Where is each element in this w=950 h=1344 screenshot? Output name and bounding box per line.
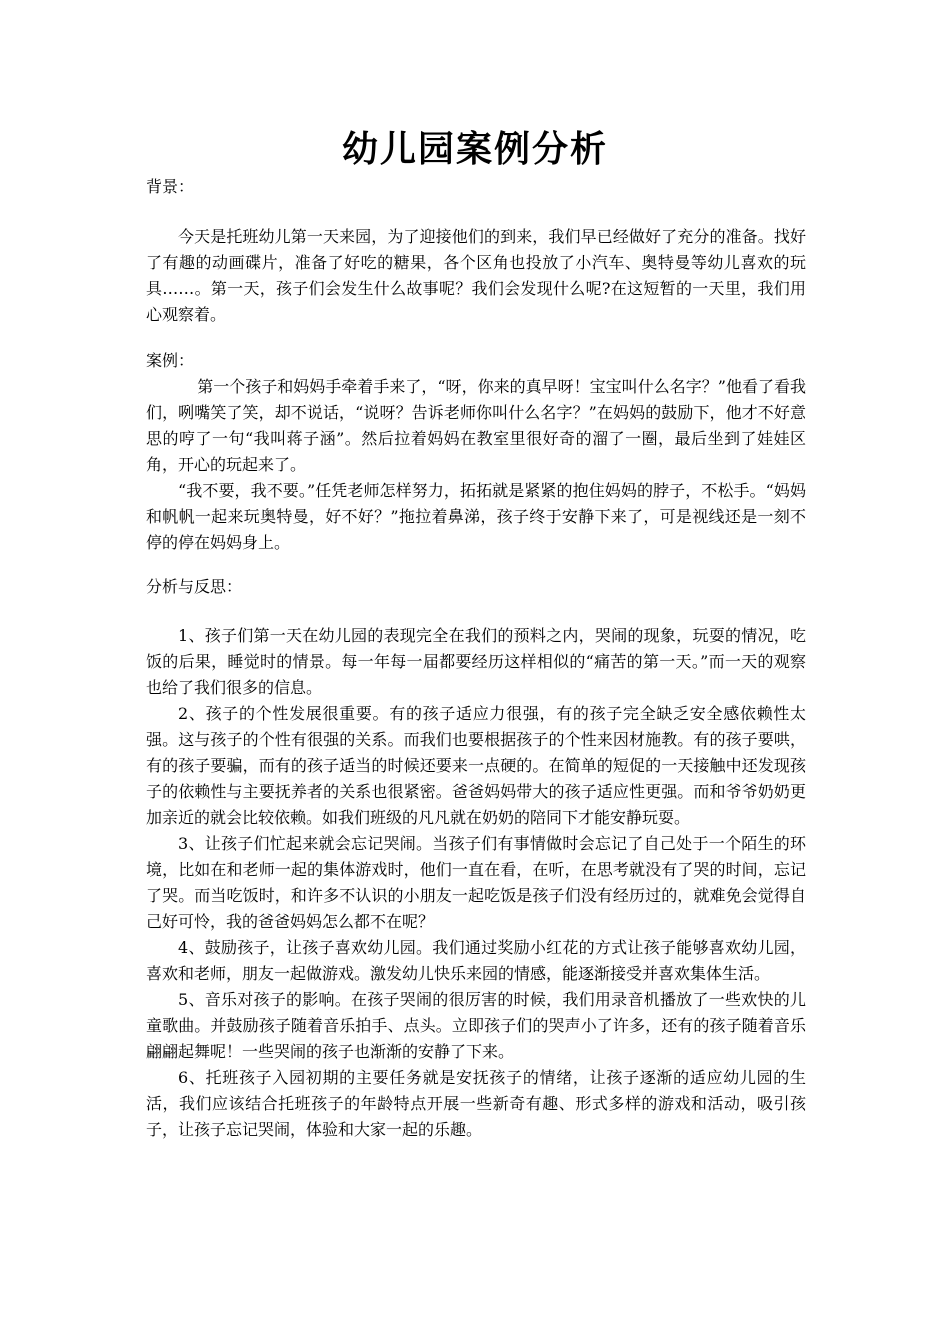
case-section — [146, 374, 806, 556]
analysis-paragraph: 4、鼓励孩子，让孩子喜欢幼儿园。我们通过奖励小红花的方式让孩子能够喜欢幼儿园，喜欢和老师，朋友一起做游戏。激发幼儿快乐来园的情感，能逐渐接受并喜欢集体生活。 — [146, 938, 806, 983]
analysis-paragraph: 5、音乐对孩子的影响。在孩子哭闹的很厉害的时候，我们用录音机播放了一些欢快的儿童歌曲。并鼓励孩子随着音乐拍手、点头。立即孩子们的哭声小了许多，还有的孩子随着音乐翩翩起舞呢！一些哭闹的孩子也渐渐的安静了下来。 — [146, 990, 806, 1061]
analysis-section — [146, 623, 806, 1143]
analysis-paragraph: 6、托班孩子入园初期的主要任务就是安抚孩子的情绪，让孩子逐渐的适应幼儿园的生活，我们应该结合托班孩子的年龄特点开展一些新奇有趣、形式多样的游戏和活动，吸引孩子，让孩子忘记哭闹，体验和大家一起的乐趣。 — [146, 1068, 806, 1139]
background-paragraph: 今天是托班幼儿第一天来园，为了迎接他们的到来，我们早已经做好了充分的准备。找好了有趣的动画碟片，准备了好吃的糖果，各个区角也投放了小汽车、奥特曼等幼儿喜欢的玩具……。第一天，孩子们会发生什么故事呢？我们会发现什么呢?在这短暂的一天里，我们用心观察着。 — [146, 227, 806, 324]
analysis-paragraph: 2、孩子的个性发展很重要。有的孩子适应力很强，有的孩子完全缺乏安全感依赖性太强。这与孩子的个性有很强的关系。而我们也要根据孩子的个性来因材施教。有的孩子要哄，有的孩子要骗，而有的孩子适当的时候还要来一点硬的。在简单的短促的一天接触中还发现孩子的依赖性与主要抚养者的关系也很紧密。爸爸妈妈带大的孩子适应性更强。而和爷爷奶奶更加亲近的就会比较依赖。如我们班级的凡凡就在奶奶的陪同下才能安静玩耍。 — [146, 704, 806, 827]
case-paragraph: 第一个孩子和妈妈手牵着手来了，“呀，你来的真早呀！宝宝叫什么名字？”他看了看我们，咧嘴笑了笑，却不说话，“说呀？告诉老师你叫什么名字？”在妈妈的鼓励下，他才不好意思的哼了一句“我叫蒋子涵”。然后拉着妈妈在教室里很好奇的溜了一圈，最后坐到了娃娃区角，开心的玩起来了。 — [146, 377, 806, 474]
case-heading: 案例： — [146, 351, 195, 370]
analysis-paragraph: 3、让孩子们忙起来就会忘记哭闹。当孩子们有事情做时会忘记了自己处于一个陌生的环境，比如在和老师一起的集体游戏时，他们一直在看，在听，在思考就没有了哭的时间，忘记了哭。而当吃饭时，和许多不认识的小朋友一起吃饭是孩子们没有经历过的，就难免会觉得自己好可怜，我的爸爸妈妈怎么都不在呢？ — [146, 834, 806, 931]
case-paragraph: “我不要，我不要。”任凭老师怎样努力，拓拓就是紧紧的抱住妈妈的脖子，不松手。“妈妈和帆帆一起来玩奥特曼，好不好？”拖拉着鼻涕，孩子终于安静下来了，可是视线还是一刻不停的停在妈妈身上。 — [146, 481, 806, 552]
background-heading: 背景： — [146, 177, 195, 196]
analysis-paragraph: 1、孩子们第一天在幼儿园的表现完全在我们的预料之内，哭闹的现象，玩耍的情况，吃饭的后果，睡觉时的情景。每一年每一届都要经历这样相似的“痛苦的第一天。”而一天的观察也给了我们很多的信息。 — [146, 626, 806, 697]
document-title: 幼儿园案例分析 — [341, 129, 608, 170]
analysis-heading: 分析与反思： — [146, 577, 243, 596]
background-section — [146, 224, 806, 328]
